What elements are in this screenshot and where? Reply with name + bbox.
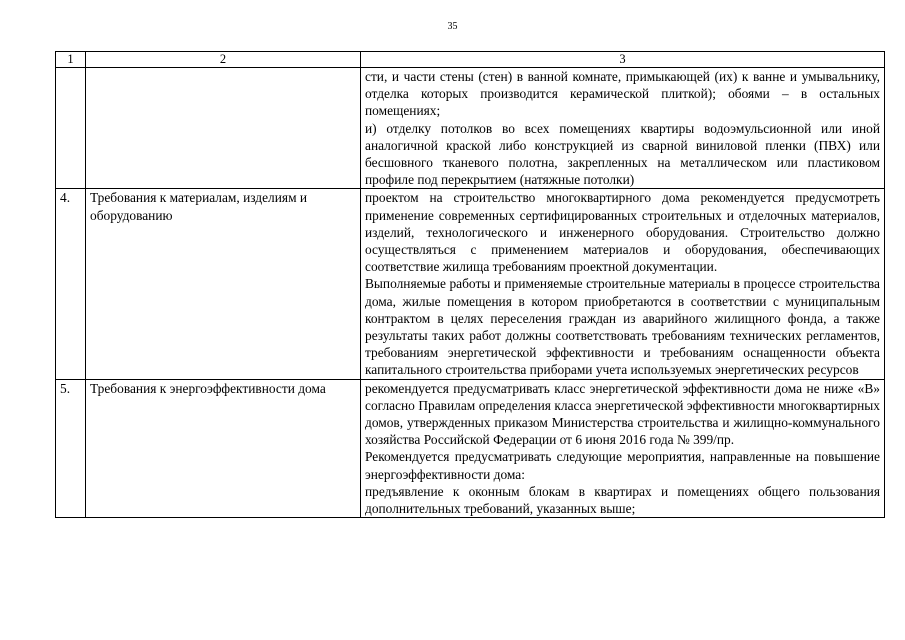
content-paragraph: предъявление к оконным блокам в квартирах и помещениях общего пользования дополнительных требований, указанных выше; <box>365 483 880 517</box>
content-paragraph: и) отделку потолков во всех помещениях квартиры водоэмульсионной или иной аналогичной краской либо конструкцией из сварной виниловой пленки (ПВХ) или бесшовного тканевого полотна, закрепленных на металлическом или пластиковом профиле под перекрытием (натяжные потолки) <box>365 120 880 188</box>
requirement-content <box>361 68 885 189</box>
content-paragraph: Рекомендуется предусматривать следующие мероприятия, направленные на повышение энергоэффективности дома: <box>365 449 880 482</box>
column-header: 2 <box>86 52 361 68</box>
requirement-name <box>86 68 361 189</box>
content-paragraph: сти, и части стены (стен) в ванной комнате, примыкающей (их) к ванне и умывальнику, отделка которых производится керамической плиткой); обоями – в остальных помещениях; <box>365 69 880 119</box>
requirement-name: Требования к материалам, изделиям и оборудованию <box>86 189 361 379</box>
requirement-content <box>361 379 885 518</box>
requirement-name: Требования к энергоэффективности дома <box>86 379 361 518</box>
requirements-table <box>55 51 885 518</box>
column-header: 1 <box>56 52 86 68</box>
row-number: 5. <box>56 379 86 518</box>
requirement-content <box>361 189 885 379</box>
table-header-row <box>56 52 885 68</box>
content-paragraph: проектом на строительство многоквартирного дома рекомендуется предусмотреть применение современных сертифицированных строительных и отделочных материалов, изделий, технологического и инженерного оборудования. Строительство должно осуществляться с применением материалов и оборудования, обеспечивающих соответствие жилища требованиям проектной документации. <box>365 190 880 275</box>
column-header: 3 <box>361 52 885 68</box>
content-paragraph: Выполняемые работы и применяемые строительные материалы в процессе строительства дома, жилые помещения в котором приобретаются в соответствии с муниципальным контрактом в целях переселения граждан из аварийного жилищного фонда, а также результаты таких работ должны соответствовать требованиям технических регламентов, требованиям энергетической эффективности и требованиям оснащенности объекта капитального строительства приборами учета используемых энергетических ресурсов <box>365 276 880 378</box>
row-number: 4. <box>56 189 86 379</box>
row-number <box>56 68 86 189</box>
page-number: 35 <box>447 21 458 32</box>
table-row <box>56 68 885 189</box>
content-paragraph: рекомендуется предусматривать класс энергетической эффективности дома не ниже «В» согласно Правилам определения класса энергетической эффективности многоквартирных домов, утвержденных приказом Министерства строительства и жилищно-коммунального хозяйства Российской Федерации от 6 июня 2016 года № 399/пр. <box>365 380 880 448</box>
table-row <box>56 379 885 518</box>
table-row <box>56 189 885 379</box>
